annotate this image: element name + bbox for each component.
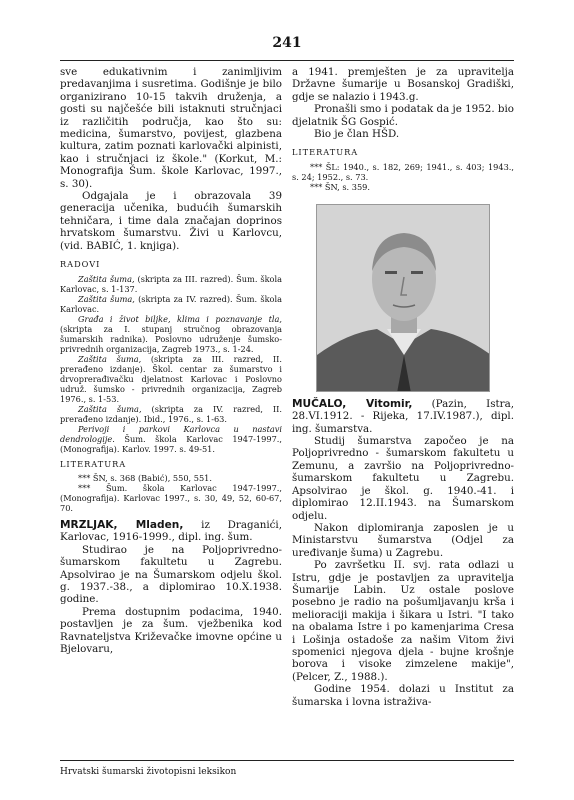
paragraph: Odgajala je i obrazovala 39 generacija učenika, budućih šumarskih tehničara, i time dala značajan doprinos hrvatskom šumarstvu. Živi u Karlovcu, (vid. BABIĆ, 1. knjiga). [60, 190, 282, 252]
section-heading-radovi: RADOVI [60, 259, 101, 270]
work-item: Zaštita šuma, (skripta za IV. razred). Šum. škola Karlovac. [60, 293, 282, 314]
top-rule [60, 60, 514, 61]
paragraph: Prema dostupnim podacima, 1940. postavljen je za šum. vježbenika kod Ravnateljstva Križevačke imovne općine u Bjelovaru, [60, 605, 282, 655]
literature-item: *** Šum. škola Karlovac 1947-1997., (Monografija). Karlovac 1997., s. 30, 49, 52, 60-67, 70. [60, 482, 282, 513]
paragraph: Nakon diplomiranja zaposlen je u Ministarstvu šumarstva (Odjel za uređivanje šuma) u Zagrebu. [292, 521, 514, 559]
paragraph: Studij šumarstva započeo je na Poljoprivredno - šumarskom fakultetu u Zemunu, a završio na Poljoprivredno-šumarskom fakultetu u Zagrebu. Apsolvirao je škol. g. 1940.-41. i diplomirao 12.II.1943. na Šumarskom odjelu. [292, 435, 514, 522]
page-number: 241 [272, 35, 302, 51]
literature-item: *** ŠL: 1940., s. 182, 269; 1941., s. 403; 1943., s. 24; 1952., s. 73. [292, 161, 514, 182]
paragraph: Godine 1954. dolazi u Institut za šumarska i lovna istraživa- [292, 683, 514, 708]
entry-name: MUČALO, Vitomir, [292, 397, 413, 410]
entry-mrzljak: MRZLJAK, Mladen, iz Draganići, Karlovac, 1916-1999., dipl. ing. šum. [60, 518, 282, 544]
paragraph: a 1941. premješten je za upravitelja Državne šumarije u Bosanskoj Gradiški, gdje se nalazio i 1943.g. [292, 66, 514, 103]
work-item: Zaštita šuma, (skripta za IV. razred, II. prerađeno izdanje). Ibid., 1976., s. 1-63. [60, 403, 282, 424]
paragraph: Bio je član HŠD. [314, 128, 400, 141]
section-heading-literatura: LITERATURA [60, 458, 127, 469]
entry-name: MRZLJAK, Mladen, [60, 518, 184, 531]
paragraph: Studirao je na Poljoprivredno-šumarskom fakultetu u Zagrebu. Apsolvirao je na Šumarskom odjelu škol. g. 1937.-38., a diplomirao 10.X.1938. godine. [60, 543, 282, 606]
paragraph: Pronašli smo i podatak da je 1952. bio djelatnik ŠG Gospić. [292, 103, 514, 128]
paragraph: sve edukativnim i zanimljivim predavanjima i susretima. Godišnje je bilo organizirano 10-15 takvih druženja, a gosti su najčešće bili istaknuti stručnjaci iz različitih područja, kao što su: medicina, šumarstvo, povijest, glazbena kultura, zatim poznati karlovački alpinisti, kao i stručnjaci iz škole." (Korkut, M.: Monografija Šum. škole Karlovac, 1997., s. 30). [60, 66, 282, 190]
entry-mucalo: MUČALO, Vitomir, (Pazin, Istra, 28.VI.1912. - Rijeka, 17.IV.1987.), dipl. ing. šumarstva. [292, 397, 514, 435]
literature-item: *** ŠN, s. 368 (Babić), 550, 551. [78, 472, 212, 483]
bottom-rule [60, 760, 514, 761]
work-item: Zaštita šuma, (skripta za III. razred). Šum. škola Karlovac, s. 1-137. [60, 273, 282, 294]
right-column [292, 66, 514, 708]
footer-text: Hrvatski šumarski životopisni leksikon [60, 767, 237, 777]
work-item: Zaštita šuma, (skripta za III. razred, II. prerađeno izdanje). Škol. centar za šumarstvo i drvoprerađivačku djelatnost Karlovac i Poslovno udruž. šumsko - privrednih organizacija, Zagreb 1976., s. 1-53. [60, 353, 282, 404]
work-item: Perivoji i parkovi Karlovca u nastavi dendrologije. Šum. škola Karlovac 1947-1997., (Monografija). Karlov. 1997. s. 49-51. [60, 423, 282, 454]
section-heading-literatura: LITERATURA [292, 147, 359, 158]
paragraph: Po završetku II. svj. rata odlazi u Istru, gdje je postavljen za upravitelja Šumarije Labin. Uz ostale poslove posebno je radio na pošumljavanju krša i melioraciji makija i šikara u Istri. "I tako na obalama Istre i po kamenjarima Cresa i Lošinja ostadoše za našim Vitom živi spomenici njegova djela - bujne krošnje borova i visoke zimzelene makije", (Pelcer, Z., 1988.). [292, 559, 514, 683]
work-item: Građa i život biljke, klima i poznavanje tla, (skripta za I. stupanj stručnog obrazovanja šumarskih radnika). Poslovno udruženje šumsko-privrednih organizacija, Zagreb 1973., s. 1-24. [60, 313, 282, 354]
portrait-photo [316, 204, 490, 392]
literature-item: *** ŠN, s. 359. [310, 181, 370, 192]
left-column [60, 66, 282, 655]
